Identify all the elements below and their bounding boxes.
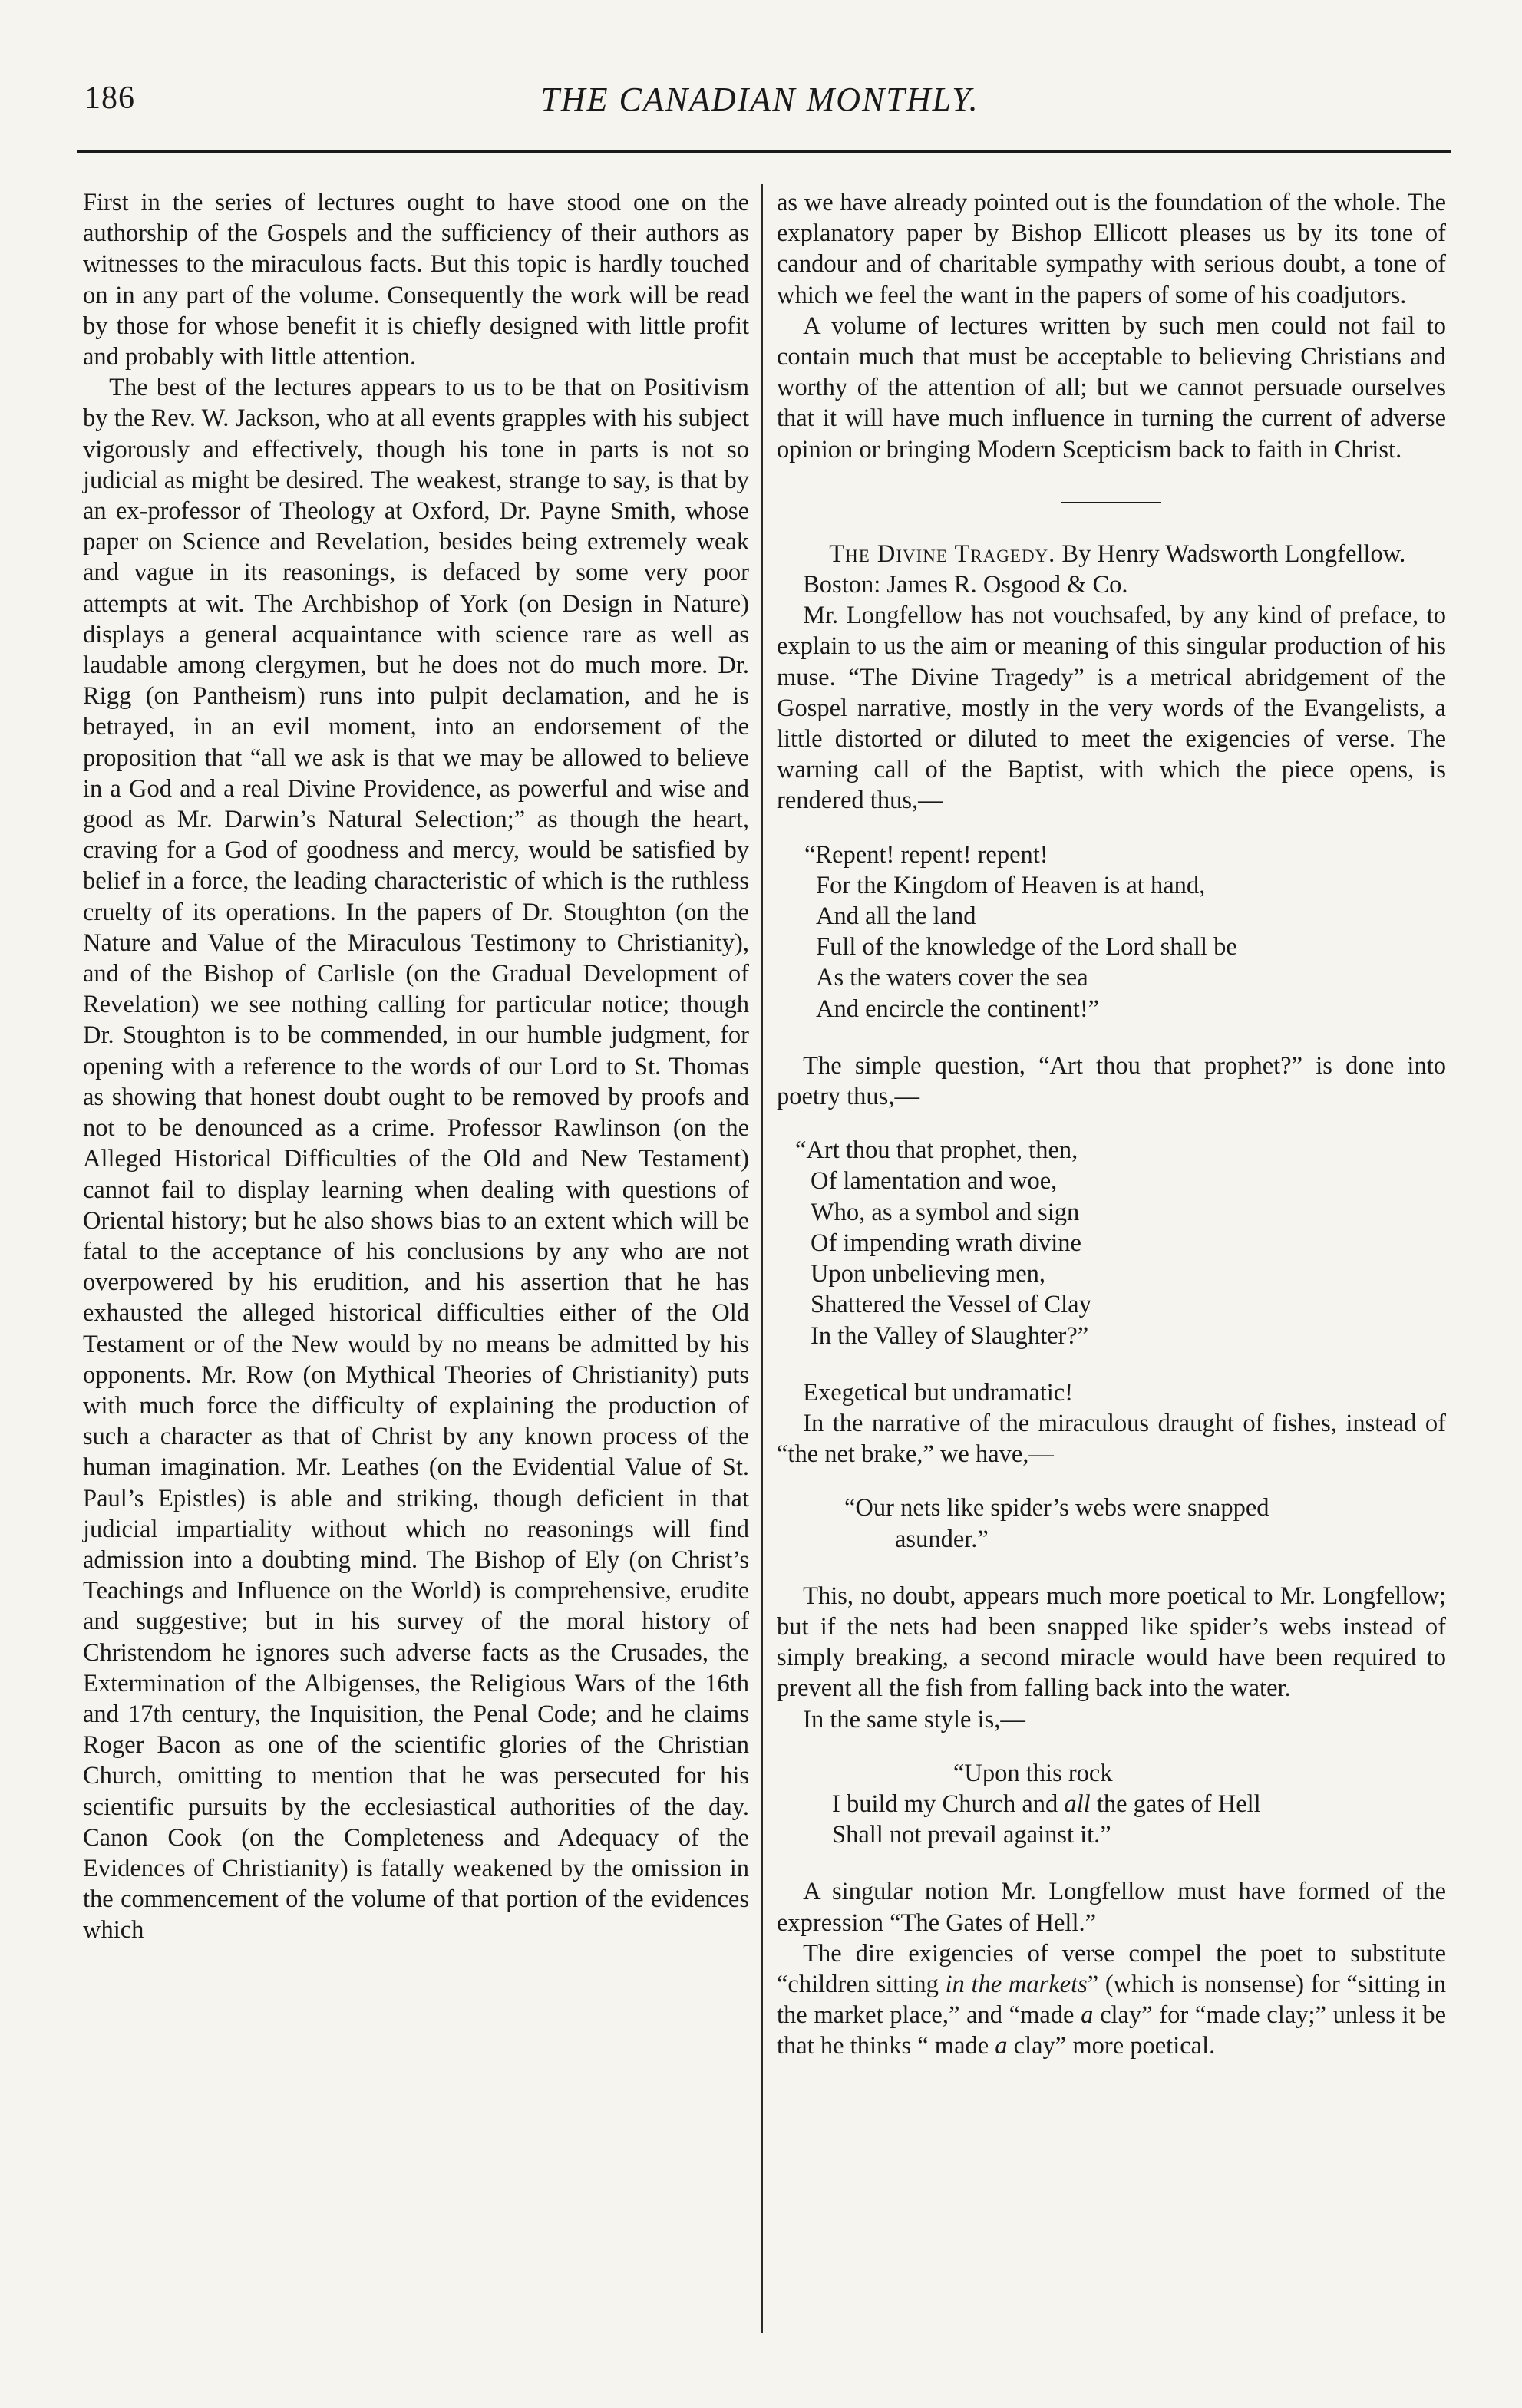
- verse-line: For the Kingdom of Heaven is at hand,: [816, 871, 1206, 899]
- text-fragment: The dire exigencies of verse compel the poet to substitute “children sitting: [777, 1939, 1446, 1998]
- review-title: The Divine Tragedy.: [829, 539, 1056, 568]
- verse-line: “Art thou that prophet, then,: [795, 1136, 1078, 1165]
- verse-line: Shall not prevail against it.”: [832, 1821, 1111, 1849]
- verse-line: Full of the knowledge of the Lord shall be: [816, 933, 1237, 962]
- verse-line: Shattered the Vessel of Clay: [811, 1291, 1091, 1319]
- paragraph-review-8: [777, 1938, 1446, 2062]
- verse-line: And encircle the continent!”: [816, 995, 1100, 1023]
- section-divider: [1061, 502, 1161, 503]
- paragraph-review-2: The simple question, “Art thou that prophet?” is done into poetry thus,—: [777, 1051, 1446, 1111]
- review-heading: [777, 539, 1446, 600]
- paragraph-review-7: A singular notion Mr. Longfellow must have formed of the expression “The Gates of Hell.”: [777, 1878, 1446, 1937]
- page-number: 186: [84, 81, 135, 116]
- text-emphasis: in the markets: [945, 1970, 1088, 1998]
- text-fragment: clay” for “made clay;” unless it be that he thinks “ made: [777, 2001, 1446, 2060]
- paragraph-review-4: In the narrative of the miraculous draught of fishes, instead of “the net brake,” we have,—: [777, 1409, 1446, 1469]
- verse-quote-prophet: [777, 1135, 1446, 1351]
- running-title: THE CANADIAN MONTHLY.: [540, 81, 979, 118]
- text-emphasis: a: [995, 2032, 1008, 2060]
- page-header: [77, 74, 1443, 135]
- verse-quote-rock: [777, 1758, 1446, 1851]
- column-divider: [761, 184, 763, 2333]
- verse-line: Of impending wrath divine: [811, 1229, 1081, 1257]
- text-emphasis: a: [1081, 2001, 1094, 2030]
- verse-fragment: the gates of Hell: [1090, 1790, 1261, 1818]
- verse-quote-nets: [777, 1493, 1446, 1554]
- verse-line: [832, 1789, 1446, 1819]
- verse-line: asunder.”: [895, 1525, 989, 1553]
- paragraph-continuation: as we have already pointed out is the foundation of the whole. The explanatory paper by Bishop Ellicott pleases us by its tone of candour and of charitable sympathy with serious doubt, a tone of which we feel the want in the papers of some of his coadjutors.: [777, 189, 1446, 309]
- text-fragment: clay” more poetical.: [1007, 2032, 1216, 2060]
- verse-line: Of lamentation and woe,: [811, 1167, 1058, 1196]
- verse-line: “Upon this rock: [953, 1759, 1113, 1787]
- verse-line: Who, as a symbol and sign: [811, 1198, 1080, 1226]
- verse-line: And all the land: [816, 902, 976, 931]
- paragraph-review-3: Exegetical but undramatic!: [803, 1378, 1074, 1407]
- verse-emphasis: all: [1064, 1790, 1091, 1818]
- paragraph-review-5: This, no doubt, appears much more poetical to Mr. Longfellow; but if the nets had been snapped like spider’s webs instead of simply breaking, a second miracle would have been required to prevent all the fish from falling back into the water.: [777, 1582, 1446, 1703]
- paragraph-lectures-intro: First in the series of lectures ought to have stood one on the authorship of the Gospels and the sufficiency of their authors as witnesses to the miraculous facts. But this topic is hardly touched on in any part of the volume. Consequently the work will be read by those for whose benefit it is chiefly designed with little profit and probably with little attention.: [83, 189, 749, 371]
- paragraph-closing: A volume of lectures written by such men could not fail to contain much that must be acceptable to believing Christians and worthy of the attention of all; but we cannot persuade ourselves that it will have much influence in turning the current of adverse opinion or bringing Modern Scepticism back to faith in Christ.: [777, 312, 1446, 463]
- paragraph-lectures-review: The best of the lectures appears to us to be that on Positivism by the Rev. W. Jackson, who at all events grapples with his subject vigorously and effectively, though his tone in parts is not so judicial as might be desired. The weakest, strange to say, is that by an ex-professor of Theology at Oxford, Dr. Payne Smith, whose paper on Science and Revelation, besides being extremely weak and vague in its reasonings, is defaced by some very poor attempts at wit. The Archbishop of York (on Design in Nature) displays a general acquaintance with science rare as well as laudable among clergymen, but he does not do much more. Dr. Rigg (on Pantheism) runs into pulpit declamation, and he is betrayed, in an evil moment, into an endorsement of the proposition that “all we ask is that we may be allowed to believe in a God and a real Divine Providence, as powerful and wise and good as Mr. Darwin’s Natural Selection;” as though the heart, craving for a God of goodness and mercy, would be satisfied by belief in a force, the leading characteristic of which is the ruthless cruelty of its operations. In the papers of Dr. Stoughton (on the Nature and Value of the Miraculous Testimony to Christianity), and of the Bishop of Carlisle (on the Gradual Development of Revelation) we see nothing calling for particular notice; though Dr. Stoughton is to be commended, in our humble judgment, for opening with a reference to the words of our Lord to St. Thomas as showing that honest doubt ought to be removed by proofs and not to be denounced as a crime. Professor Rawlinson (on the Alleged Historical Difficulties of the Old and New Testament) cannot fail to display learning when dealing with questions of Oriental history; but he also shows bias to an extent which will be fatal to the acceptance of his conclusions by any who are not overpowered by his erudition, and his assertion that he has exhausted the alleged historical difficulties either of the Old Testament or of the New would by no means be admitted by his opponents. Mr. Row (on Mythical Theories of Christianity) puts with much force the difficulty of explaining the production of such a character as that of Christ by any known process of the human imagination. Mr. Leathes (on the Evidential Value of St. Paul’s Epistles) is able and striking, though deficient in that judicial impartiality without which no reasonings will find admission into a doubting mind. The Bishop of Ely (on Christ’s Teachings and Influence on the World) is comprehensive, erudite and suggestive; but in his survey of the moral history of Christendom he ignores such adverse facts as the Crusades, the Extermination of the Albigenses, the Religious Wars of the 16th and 17th century, the Inquisition, the Penal Code; and he claims Roger Bacon as one of the scientific glories of the Christian Church, omitting to mention that he was persecuted for his scientific pursuits by the ecclesiastical authorities of the day. Canon Cook (on the Completeness and Adequacy of the Evidences of Christianity) is fatally weakened by the omission in the commencement of the volume of that portion of the evidences which: [83, 374, 749, 1945]
- verse-line: Upon unbelieving men,: [811, 1260, 1045, 1288]
- verse-line: “Our nets like spider’s webs were snapped: [844, 1494, 1269, 1522]
- review-byline: By Henry Wadsworth Longfellow. Boston: James R. Osgood & Co.: [803, 539, 1406, 599]
- verse-fragment: I build my Church and: [832, 1790, 1065, 1818]
- left-column: [83, 187, 749, 1946]
- text-fragment: ” (which is nonsense) for “sitting in the market place,” and “made: [777, 1970, 1446, 2030]
- paragraph-review-1: Mr. Longfellow has not vouchsafed, by any kind of preface, to explain to us the aim or meaning of this singular production of his muse. “The Divine Tragedy” is a metrical abridgement of the Gospel narrative, mostly in the very words of the Evangelists, a little distorted or diluted to meet the exigencies of verse. The warning call of the Baptist, with which the piece opens, is rendered thus,—: [777, 602, 1446, 815]
- header-rule: [77, 150, 1451, 153]
- right-column: [777, 187, 1446, 2062]
- verse-line: “Repent! repent! repent!: [804, 840, 1048, 869]
- verse-line: In the Valley of Slaughter?”: [811, 1321, 1089, 1350]
- paragraph-review-6: In the same style is,—: [803, 1705, 1025, 1733]
- verse-quote-repent: [777, 840, 1446, 1024]
- verse-line: As the waters cover the sea: [816, 964, 1088, 992]
